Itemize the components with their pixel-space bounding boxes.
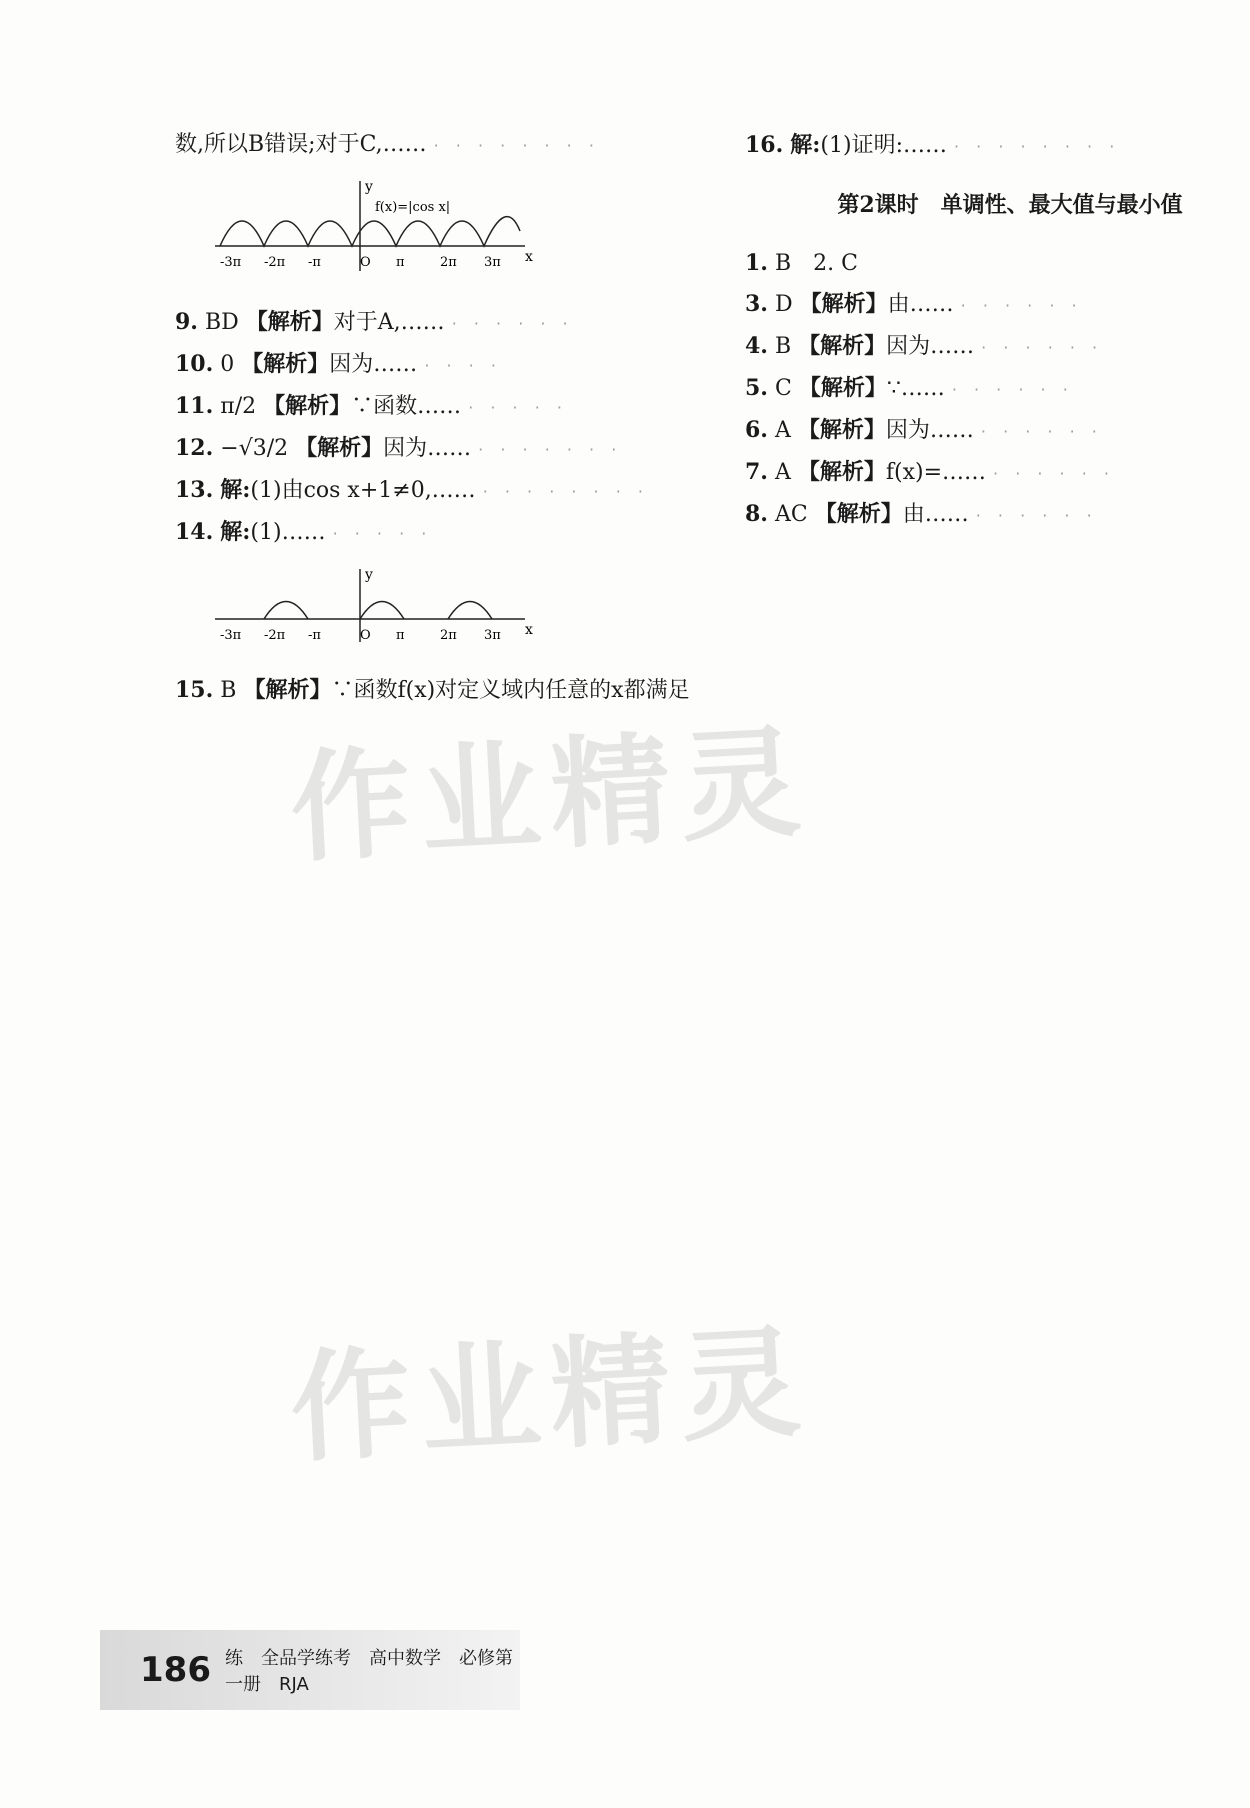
problem-text: 由…… bbox=[902, 502, 969, 527]
elision-marker: · · · · · · bbox=[451, 314, 574, 333]
analysis-tag: 【解析】 bbox=[243, 677, 332, 703]
problem-number: 4. bbox=[745, 333, 768, 359]
elision-marker: · · · · · · bbox=[981, 338, 1104, 357]
analysis-tag: 【解析】 bbox=[797, 417, 886, 443]
elision-marker: · · · · bbox=[424, 356, 502, 375]
problem-text: 因为…… bbox=[885, 418, 974, 443]
x-tick-label: π bbox=[396, 255, 405, 270]
x-tick-label: -3π bbox=[220, 255, 242, 270]
answer: 解: bbox=[220, 477, 251, 503]
watermark: 作业精灵 bbox=[287, 1313, 814, 1480]
problem-text: ∵…… bbox=[886, 376, 945, 401]
answer: BD bbox=[204, 310, 239, 335]
elision-marker: · · · · · · · bbox=[478, 440, 623, 459]
problem-number: 10. bbox=[175, 351, 214, 377]
elision-marker: · · · · · · · · bbox=[482, 482, 649, 501]
problem-text: 对于A,…… bbox=[333, 310, 445, 335]
problem-text: (1)…… bbox=[250, 520, 326, 545]
answer-item bbox=[745, 284, 1250, 326]
answer: π/2 bbox=[220, 394, 257, 419]
problem-text: 因为…… bbox=[886, 334, 975, 359]
answer: 解: bbox=[790, 132, 821, 158]
x-tick-label: 3π bbox=[484, 628, 501, 643]
answer: B bbox=[774, 334, 792, 359]
problem-number: 7. bbox=[745, 459, 768, 485]
problem-text: 因为…… bbox=[329, 352, 418, 377]
problem-number: 9. bbox=[175, 309, 198, 335]
page-number: 186 bbox=[140, 1650, 211, 1690]
analysis-tag: 【解析】 bbox=[245, 309, 334, 335]
problem-number: 8. bbox=[745, 501, 768, 527]
y-axis-label: y bbox=[365, 179, 373, 195]
problem-continuation bbox=[175, 125, 705, 166]
elision-marker: · · · · · bbox=[468, 398, 568, 417]
analysis-tag: 【解析】 bbox=[241, 351, 330, 377]
left-column bbox=[175, 125, 705, 711]
piecewise-sin-graph bbox=[215, 564, 535, 644]
watermark: 作业精灵 bbox=[287, 713, 814, 880]
problem-text: (1)证明:…… bbox=[820, 133, 947, 158]
graph-label: f(x)=|cos x| bbox=[375, 200, 451, 215]
analysis-tag: 【解析】 bbox=[814, 501, 903, 527]
answer: C bbox=[774, 376, 792, 401]
problem-10 bbox=[175, 344, 705, 386]
answer-item bbox=[745, 452, 1250, 494]
problem-number: 12. bbox=[175, 435, 214, 461]
analysis-tag: 【解析】 bbox=[797, 459, 886, 485]
problem-number: 16. bbox=[745, 132, 784, 158]
right-column bbox=[745, 125, 1250, 536]
answer-item bbox=[745, 368, 1250, 410]
problem-12 bbox=[175, 428, 705, 470]
problem-text: f(x)=…… bbox=[885, 460, 987, 485]
y-axis-label: y bbox=[365, 567, 373, 583]
problem-9 bbox=[175, 302, 705, 344]
answer: −√3/2 bbox=[220, 436, 289, 461]
x-tick-label: -2π bbox=[264, 255, 286, 270]
page-footer bbox=[100, 1630, 520, 1710]
answer: B 2. C bbox=[774, 251, 858, 276]
problem-text: 因为…… bbox=[383, 436, 472, 461]
problem-number: 1. bbox=[745, 250, 768, 276]
section-title: 第2课时 单调性、最大值与最小值 bbox=[837, 192, 1183, 218]
analysis-tag: 【解析】 bbox=[798, 375, 887, 401]
problem-text: 由…… bbox=[887, 292, 954, 317]
problem-text: (1)由cos x+1≠0,…… bbox=[250, 478, 476, 503]
elision-marker: · · · · · · bbox=[960, 296, 1083, 315]
elision-marker: · · · · · · · · bbox=[433, 136, 600, 155]
problem-number: 14. bbox=[175, 519, 214, 545]
elision-marker: · · · · · · bbox=[980, 422, 1103, 441]
answer: A bbox=[774, 460, 791, 485]
x-axis-label: x bbox=[525, 249, 533, 265]
answer: A bbox=[774, 418, 791, 443]
problem-number: 15. bbox=[175, 677, 214, 703]
answer: B bbox=[220, 678, 237, 703]
x-tick-label: -3π bbox=[220, 628, 242, 643]
answer: AC bbox=[774, 502, 808, 527]
problem-text: 数,所以B错误;对于C,…… bbox=[175, 132, 427, 157]
problem-text: ∵函数…… bbox=[351, 394, 462, 419]
answer-item bbox=[745, 494, 1250, 536]
x-tick-label: 2π bbox=[440, 255, 457, 270]
answer-item bbox=[745, 410, 1250, 452]
x-tick-label: 2π bbox=[440, 628, 457, 643]
answer: 解: bbox=[220, 519, 251, 545]
elision-marker: · · · · · · · · bbox=[953, 137, 1121, 156]
analysis-tag: 【解析】 bbox=[799, 291, 888, 317]
analysis-tag: 【解析】 bbox=[263, 393, 352, 419]
problem-number: 13. bbox=[175, 477, 214, 503]
problem-number: 6. bbox=[745, 417, 768, 443]
problem-number: 5. bbox=[745, 375, 768, 401]
x-tick-label: 3π bbox=[484, 255, 501, 270]
elision-marker: · · · · · · bbox=[951, 380, 1074, 399]
problem-11 bbox=[175, 386, 705, 428]
analysis-tag: 【解析】 bbox=[295, 435, 384, 461]
problem-13 bbox=[175, 470, 705, 512]
x-axis-label: x bbox=[525, 622, 533, 638]
x-tick-label: -π bbox=[308, 255, 321, 270]
x-tick-label: O bbox=[360, 628, 371, 643]
elision-marker: · · · · · · bbox=[975, 506, 1098, 525]
elision-marker: · · · · · · bbox=[993, 464, 1115, 483]
answer-item bbox=[745, 326, 1250, 368]
x-tick-labels bbox=[220, 255, 501, 270]
answer: 0 bbox=[220, 352, 235, 377]
x-tick-label: -π bbox=[308, 628, 321, 643]
problem-14 bbox=[175, 512, 705, 554]
answer-item bbox=[745, 243, 1250, 284]
right-answers bbox=[745, 243, 1250, 536]
problem-number: 11. bbox=[175, 393, 214, 419]
x-tick-label: π bbox=[396, 628, 405, 643]
answer: D bbox=[774, 292, 793, 317]
footer-text: 练 全品学练考 高中数学 必修第一册 RJA bbox=[224, 1648, 513, 1695]
abs-cos-graph bbox=[215, 176, 535, 276]
problem-number: 3. bbox=[745, 291, 768, 317]
problem-16 bbox=[745, 125, 1250, 167]
x-tick-labels bbox=[220, 628, 501, 643]
analysis-tag: 【解析】 bbox=[798, 333, 887, 359]
x-tick-label: -2π bbox=[264, 628, 286, 643]
x-tick-label: O bbox=[360, 255, 371, 270]
problem-text: ∵函数f(x)对定义域内任意的x都满足 bbox=[331, 678, 690, 703]
elision-marker: · · · · · bbox=[332, 524, 433, 543]
